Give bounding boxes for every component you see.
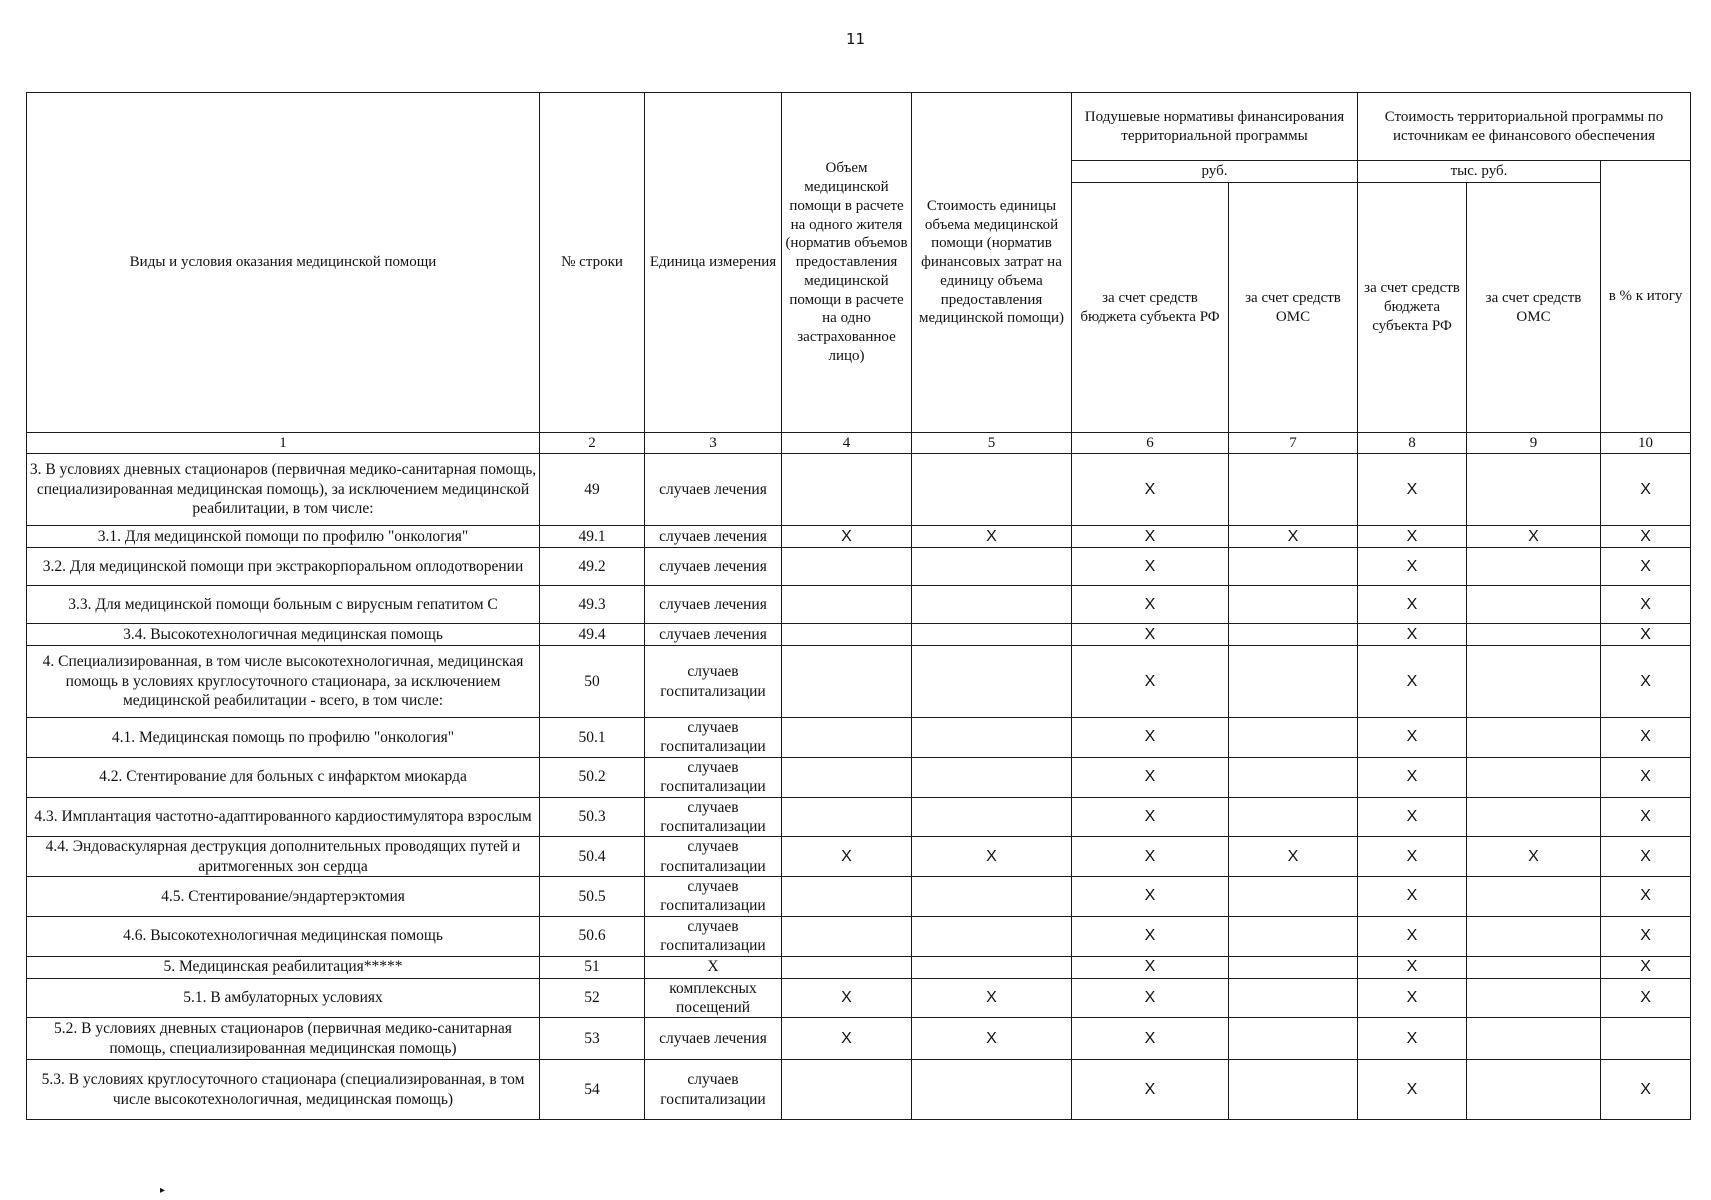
cell-col8: X [1358,956,1467,978]
row-number: 52 [540,978,645,1018]
row-number: 53 [540,1018,645,1060]
header-oms-cost: за счет средств ОМС [1467,183,1601,433]
cell-col4: X [782,526,912,548]
cell-col7 [1229,1060,1358,1120]
cell-col9: X [1467,837,1601,877]
cell-col9 [1467,454,1601,526]
cell-col10 [1601,1018,1691,1060]
cell-col8: X [1358,916,1467,956]
row-unit: случаев лечения [645,586,782,624]
row-unit: случаев лечения [645,1018,782,1060]
table-row [27,1018,1691,1060]
header-percent-total: в % к итогу [1601,161,1691,433]
header-volume: Объем медицинской помощи в расчете на одного жителя (норматив объемов предоставления медицинской помощи в расчете на одно застрахованное лицо) [782,93,912,433]
row-number: 54 [540,1060,645,1120]
row-unit: случаев лечения [645,624,782,646]
cell-col10: X [1601,797,1691,837]
cell-col5 [912,877,1072,917]
cell-col9 [1467,718,1601,758]
cell-col10: X [1601,956,1691,978]
page-number: 11 [845,30,866,48]
row-unit: случаев госпитализации [645,1060,782,1120]
row-unit: случаев лечения [645,454,782,526]
row-name: 4.1. Медицинская помощь по профилю "онкология" [27,718,540,758]
cell-col7 [1229,797,1358,837]
cell-col5 [912,624,1072,646]
cell-col8: X [1358,548,1467,586]
row-number: 51 [540,956,645,978]
row-unit: случаев госпитализации [645,757,782,797]
cell-col9 [1467,1018,1601,1060]
cell-col6: X [1072,797,1229,837]
table-row [27,454,1691,526]
row-name: 3. В условиях дневных стационаров (первичная медико-санитарная помощь, специализированная медицинская помощь), за исключением медицинской реабилитации, в том числе: [27,454,540,526]
cell-col4 [782,956,912,978]
cell-col10: X [1601,646,1691,718]
cell-col10: X [1601,916,1691,956]
cell-col4 [782,454,912,526]
cell-col9 [1467,978,1601,1018]
cell-col8: X [1358,757,1467,797]
header-budget-per-capita: за счет средств бюджета субъекта РФ [1072,183,1229,433]
cell-col9 [1467,797,1601,837]
row-unit: случаев госпитализации [645,797,782,837]
cell-col5: X [912,526,1072,548]
cell-col7 [1229,718,1358,758]
cell-col10: X [1601,526,1691,548]
table-row [27,646,1691,718]
cell-col6: X [1072,718,1229,758]
cell-col7 [1229,978,1358,1018]
cell-col7: X [1229,837,1358,877]
cell-col5 [912,718,1072,758]
row-name: 3.1. Для медицинской помощи по профилю "онкология" [27,526,540,548]
cell-col9 [1467,646,1601,718]
cell-col10: X [1601,454,1691,526]
cell-col5 [912,757,1072,797]
cell-col7 [1229,586,1358,624]
column-number: 5 [912,433,1072,454]
cell-col4 [782,877,912,917]
cell-col9 [1467,1060,1601,1120]
column-number-row [27,433,1691,454]
row-number: 50.3 [540,797,645,837]
table-row [27,978,1691,1018]
cell-col9 [1467,757,1601,797]
cell-col5 [912,916,1072,956]
cell-col4: X [782,1018,912,1060]
table-row [27,586,1691,624]
row-name: 3.4. Высокотехнологичная медицинская помощь [27,624,540,646]
row-name: 4.4. Эндоваскулярная деструкция дополнительных проводящих путей и аритмогенных зон сердца [27,837,540,877]
cell-col5 [912,586,1072,624]
cell-col10: X [1601,837,1691,877]
header-unit: Единица измерения [645,93,782,433]
row-number: 50 [540,646,645,718]
cell-col8: X [1358,978,1467,1018]
header-unit-rub: руб. [1072,161,1358,183]
row-name: 4.3. Имплантация частотно-адаптированного кардиостимулятора взрослым [27,797,540,837]
cell-col8: X [1358,646,1467,718]
cell-col6: X [1072,978,1229,1018]
cell-col10: X [1601,548,1691,586]
row-name: 5. Медицинская реабилитация***** [27,956,540,978]
row-name: 3.3. Для медицинской помощи больным с вирусным гепатитом С [27,586,540,624]
header-budget-cost: за счет средств бюджета субъекта РФ [1358,183,1467,433]
row-unit: случаев госпитализации [645,877,782,917]
cell-col6: X [1072,956,1229,978]
column-number: 3 [645,433,782,454]
cell-col6: X [1072,837,1229,877]
table-row [27,548,1691,586]
cell-col10: X [1601,877,1691,917]
cell-col7 [1229,757,1358,797]
cell-col4 [782,1060,912,1120]
cell-col5 [912,548,1072,586]
cell-col5 [912,956,1072,978]
row-number: 49 [540,454,645,526]
row-number: 49.2 [540,548,645,586]
row-name: 4.6. Высокотехнологичная медицинская помощь [27,916,540,956]
cell-col4 [782,718,912,758]
table-row [27,916,1691,956]
cell-col4 [782,624,912,646]
row-unit: случаев госпитализации [645,718,782,758]
cell-col8: X [1358,586,1467,624]
table-row [27,1060,1691,1120]
cell-col7 [1229,916,1358,956]
row-number: 50.4 [540,837,645,877]
row-number: 50.6 [540,916,645,956]
table-header [27,93,1691,454]
column-number: 1 [27,433,540,454]
row-number: 50.5 [540,877,645,917]
row-name: 4. Специализированная, в том числе высокотехнологичная, медицинская помощь в условиях круглосуточного стационара, за исключением медицинской реабилитации - всего, в том числе: [27,646,540,718]
table-row [27,526,1691,548]
column-number: 10 [1601,433,1691,454]
footer-mark: ▸ [160,1185,166,1196]
cell-col5 [912,454,1072,526]
header-group-program-cost: Стоимость территориальной программы по источникам ее финансового обеспечения [1358,93,1691,161]
header-unit-thousand-rub: тыс. руб. [1358,161,1601,183]
cell-col8: X [1358,1060,1467,1120]
header-kinds-conditions: Виды и условия оказания медицинской помощи [27,93,540,433]
row-name: 5.2. В условиях дневных стационаров (первичная медико-санитарная помощь, специализированная медицинская помощь) [27,1018,540,1060]
row-name: 3.2. Для медицинской помощи при экстракорпоральном оплодотворении [27,548,540,586]
cell-col6: X [1072,526,1229,548]
row-unit: случаев лечения [645,526,782,548]
table-row [27,837,1691,877]
table-row [27,757,1691,797]
row-number: 50.2 [540,757,645,797]
cell-col7 [1229,548,1358,586]
cell-col7 [1229,1018,1358,1060]
cell-col7: X [1229,526,1358,548]
cell-col4: X [782,837,912,877]
row-name: 5.3. В условиях круглосуточного стационара (специализированная, в том числе высокотехнологичная, медицинская помощь) [27,1060,540,1120]
row-unit: случаев госпитализации [645,916,782,956]
row-unit: X [645,956,782,978]
cell-col8: X [1358,718,1467,758]
row-name: 5.1. В амбулаторных условиях [27,978,540,1018]
cell-col9 [1467,877,1601,917]
cell-col4 [782,586,912,624]
cell-col9 [1467,624,1601,646]
cell-col5 [912,797,1072,837]
cell-col6: X [1072,877,1229,917]
header-unit-cost: Стоимость единицы объема медицинской помощи (норматив финансовых затрат на единицу объема предоставления медицинской помощи) [912,93,1072,433]
header-row-number: № строки [540,93,645,433]
cell-col6: X [1072,624,1229,646]
cell-col10: X [1601,624,1691,646]
row-unit: случаев госпитализации [645,837,782,877]
row-number: 49.1 [540,526,645,548]
cell-col5 [912,646,1072,718]
cell-col6: X [1072,757,1229,797]
row-number: 49.3 [540,586,645,624]
cell-col4 [782,916,912,956]
cell-col4 [782,797,912,837]
header-group-per-capita: Подушевые нормативы финансирования территориальной программы [1072,93,1358,161]
cell-col8: X [1358,454,1467,526]
cell-col6: X [1072,1060,1229,1120]
financing-table [26,92,1691,1120]
cell-col8: X [1358,877,1467,917]
cell-col9 [1467,956,1601,978]
cell-col8: X [1358,837,1467,877]
column-number: 9 [1467,433,1601,454]
cell-col6: X [1072,916,1229,956]
table-row [27,718,1691,758]
cell-col10: X [1601,586,1691,624]
cell-col4 [782,646,912,718]
cell-col8: X [1358,797,1467,837]
table-row [27,877,1691,917]
cell-col6: X [1072,586,1229,624]
table-row [27,956,1691,978]
column-number: 7 [1229,433,1358,454]
cell-col8: X [1358,526,1467,548]
cell-col7 [1229,646,1358,718]
cell-col4: X [782,978,912,1018]
cell-col7 [1229,956,1358,978]
cell-col9 [1467,916,1601,956]
header-oms-per-capita: за счет средств ОМС [1229,183,1358,433]
cell-col6: X [1072,646,1229,718]
cell-col9: X [1467,526,1601,548]
table-body [27,454,1691,1120]
cell-col4 [782,757,912,797]
cell-col5: X [912,978,1072,1018]
column-number: 8 [1358,433,1467,454]
cell-col8: X [1358,624,1467,646]
cell-col10: X [1601,718,1691,758]
cell-col6: X [1072,1018,1229,1060]
row-name: 4.5. Стентирование/эндартерэктомия [27,877,540,917]
cell-col5: X [912,837,1072,877]
row-unit: комплексных посещений [645,978,782,1018]
cell-col4 [782,548,912,586]
row-number: 50.1 [540,718,645,758]
cell-col7 [1229,877,1358,917]
row-unit: случаев лечения [645,548,782,586]
cell-col9 [1467,586,1601,624]
cell-col6: X [1072,454,1229,526]
table-row [27,797,1691,837]
cell-col7 [1229,624,1358,646]
cell-col8: X [1358,1018,1467,1060]
cell-col6: X [1072,548,1229,586]
row-unit: случаев госпитализации [645,646,782,718]
cell-col9 [1467,548,1601,586]
cell-col5: X [912,1018,1072,1060]
row-name: 4.2. Стентирование для больных с инфарктом миокарда [27,757,540,797]
cell-col10: X [1601,978,1691,1018]
cell-col10: X [1601,757,1691,797]
cell-col7 [1229,454,1358,526]
cell-col10: X [1601,1060,1691,1120]
cell-col5 [912,1060,1072,1120]
column-number: 6 [1072,433,1229,454]
column-number: 2 [540,433,645,454]
column-number: 4 [782,433,912,454]
row-number: 49.4 [540,624,645,646]
table-row [27,624,1691,646]
